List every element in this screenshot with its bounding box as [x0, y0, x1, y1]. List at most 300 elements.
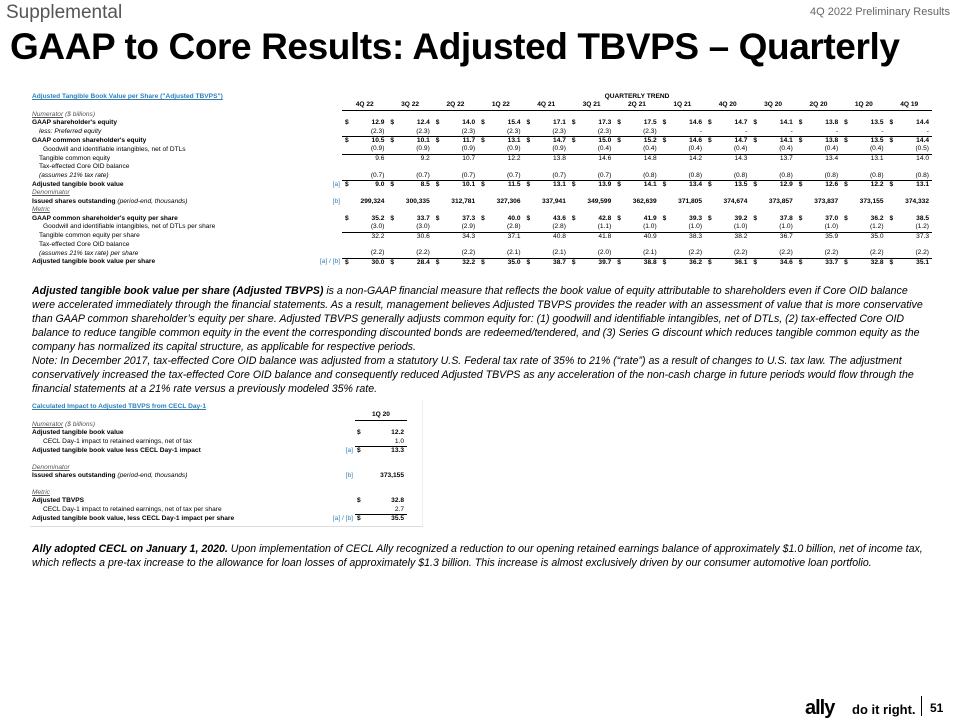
cell-value: 12.6 — [825, 181, 839, 189]
cell-value: (2.1) — [643, 249, 657, 257]
value-cell — [887, 198, 932, 206]
row-label — [32, 198, 310, 206]
dollar-sign: $ — [435, 119, 440, 127]
cell-value: 12.2 — [507, 154, 521, 162]
cell-value: 373,837 — [814, 197, 839, 205]
value-cell — [387, 137, 432, 146]
cell-value: 15.2 — [643, 137, 657, 145]
cell-value: 12.9 — [779, 181, 793, 189]
value-cell — [660, 241, 705, 249]
row-label-text: Adjusted tangible book value — [32, 180, 124, 188]
row-label — [32, 119, 310, 127]
value-cell — [342, 232, 387, 241]
value-cell — [705, 258, 750, 267]
value-cell — [478, 232, 523, 241]
value-cell — [524, 232, 569, 241]
value-cell — [750, 241, 795, 249]
value-cell — [569, 215, 614, 223]
table-row — [32, 472, 407, 480]
dollar-sign: $ — [435, 137, 440, 145]
dollar-sign: $ — [526, 258, 531, 266]
cell-value: 39.3 — [689, 214, 703, 222]
table-row — [32, 198, 932, 206]
value-cell — [433, 223, 478, 232]
value-cell — [433, 232, 478, 241]
section-label: Numerator — [32, 110, 64, 118]
section-label-cell — [32, 189, 932, 197]
cell-value: (1.1) — [597, 223, 612, 231]
row-label-text: Tangible common equity per share — [39, 232, 140, 240]
cell-value: 37.3 — [462, 214, 476, 222]
row-label-text: CECL Day-1 impact to retained earnings, net of tax — [43, 437, 192, 445]
row-label-suffix: (period-end, thousands) — [117, 197, 188, 205]
cell-value: 34.6 — [779, 258, 793, 266]
value-cell — [569, 128, 614, 137]
cell-value: (1.2) — [915, 223, 929, 231]
table-row — [32, 223, 932, 232]
cell-value: 14.6 — [689, 119, 703, 127]
cell-value: 14.3 — [734, 154, 748, 162]
cell-value: 14.8 — [643, 154, 657, 162]
cell-value: 39.7 — [598, 258, 612, 266]
value-cell — [614, 198, 659, 206]
value-cell — [705, 249, 750, 258]
value-cell — [524, 154, 569, 163]
table-row — [32, 232, 932, 241]
cell-value: (1.0) — [824, 223, 839, 231]
row-ref — [310, 128, 342, 137]
dollar-sign: $ — [889, 137, 894, 145]
value-cell — [614, 223, 659, 232]
value-cell — [569, 163, 614, 171]
value-cell — [387, 163, 432, 171]
cell-value: (0.8) — [915, 171, 929, 179]
dollar-sign: $ — [481, 214, 485, 222]
cell-value: 41.9 — [643, 214, 657, 222]
value-cell — [569, 137, 614, 146]
column-header-3q22: 3Q 22 — [387, 101, 432, 110]
value-cell — [387, 249, 432, 258]
dollar-sign: $ — [571, 137, 576, 145]
cell-value: (0.9) — [552, 145, 566, 153]
preliminary-results-label: 4Q 2022 Preliminary Results — [809, 6, 950, 18]
cell-value: 373,155 — [380, 472, 404, 480]
ally-logo: ally — [805, 697, 835, 719]
cell-value: (0.9) — [416, 145, 430, 153]
cell-value: 349,599 — [587, 197, 612, 205]
row-label-text: CECL Day-1 impact to retained earnings, net of tax per share — [43, 506, 222, 514]
column-header-1q20: 1Q 20 — [355, 411, 407, 420]
row-label — [32, 145, 310, 154]
column-header-1q21: 1Q 21 — [660, 101, 705, 110]
dollar-sign: $ — [571, 214, 576, 222]
value-cell — [660, 128, 705, 137]
value-cell — [705, 223, 750, 232]
value-cell — [342, 154, 387, 163]
value-cell — [705, 215, 750, 223]
cell-value: 14.7 — [734, 137, 748, 145]
value-cell — [750, 163, 795, 171]
cell-value: (2.0) — [597, 249, 612, 257]
tagline: do it right. — [852, 702, 916, 717]
cell-value: 14.1 — [779, 119, 793, 127]
value-cell — [569, 181, 614, 190]
row-ref — [317, 506, 355, 515]
dollar-sign: $ — [662, 119, 667, 127]
row-ref — [317, 438, 355, 447]
cell-value: (1.0) — [733, 223, 748, 231]
table-row — [32, 215, 932, 223]
value-cell — [342, 241, 387, 249]
cell-value: 12.2 — [870, 181, 884, 189]
row-label — [32, 154, 310, 163]
value-cell — [887, 163, 932, 171]
value-cell — [705, 198, 750, 206]
value-cell — [614, 241, 659, 249]
value-cell — [478, 172, 523, 181]
value-cell — [355, 429, 407, 437]
value-cell — [433, 163, 478, 171]
dollar-sign: $ — [662, 137, 667, 145]
value-cell — [796, 137, 841, 146]
cell-value: (2.9) — [461, 223, 476, 231]
dollar-sign: $ — [526, 181, 531, 189]
value-cell — [660, 198, 705, 206]
dollar-sign: $ — [481, 137, 485, 145]
value-cell — [433, 145, 478, 154]
dollar-sign: $ — [357, 497, 361, 505]
table-row — [32, 137, 932, 146]
table-header-row — [32, 403, 407, 411]
value-cell — [355, 447, 407, 456]
value-cell — [796, 154, 841, 163]
cell-value: (2.3) — [506, 127, 521, 135]
cell-value: (3.0) — [370, 223, 385, 231]
row-label-text: Adjusted tangible book value, less CECL Day-1 impact per share — [32, 515, 235, 522]
value-cell — [387, 241, 432, 249]
cell-value: 40.8 — [553, 232, 566, 240]
value-cell — [841, 223, 886, 232]
cell-value: (2.2) — [370, 249, 385, 257]
value-cell — [569, 232, 614, 241]
para1-body: is a non-GAAP financial measure that reflects the book value of equity attributable to shareholders even if Core OID balance were accelerated immediately through the financial statements. As a result, management believes Adjusted TBVPS provides the reader with an assessment of value that is more conservative than GAAP common shareholder’s equity per share. Adjusted TBVPS generally adjusts common equity for: (1) goodwill and identifiable intangibles, net of DTLs, (2) tax-effected Core OID balance to reduce tangible common equity in the event the corresponding discounted bonds are redeemed/tendered, and (3) Series G discount which reduces tangible common equity as the company has normalized its capital structure, as applicable for respective periods. — [32, 285, 923, 353]
value-cell — [478, 154, 523, 163]
value-cell — [750, 232, 795, 241]
row-label-suffix: (period-end, thousands) — [117, 472, 188, 480]
table-row — [32, 241, 932, 249]
value-cell — [705, 232, 750, 241]
cell-value: 327,306 — [496, 197, 521, 205]
value-cell — [355, 472, 407, 480]
cell-value: 312,781 — [451, 197, 476, 205]
value-cell — [478, 223, 523, 232]
cell-value: 14.1 — [779, 137, 793, 145]
cell-value: (2.1) — [552, 249, 566, 257]
row-label — [32, 128, 310, 137]
cell-value: 37.1 — [507, 232, 521, 240]
table-title: Calculated Impact to Adjusted TBVPS from CECL Day-1 — [32, 403, 207, 410]
value-cell — [478, 215, 523, 223]
value-cell — [796, 119, 841, 127]
value-cell — [387, 128, 432, 137]
row-label-text: Goodwill and identifiable intangibles, net of DTLs — [43, 145, 186, 153]
value-cell — [478, 198, 523, 206]
value-cell — [569, 223, 614, 232]
value-cell — [841, 163, 886, 171]
cell-value: (2.2) — [461, 249, 476, 257]
dollar-sign: $ — [345, 181, 349, 189]
value-cell — [433, 198, 478, 206]
column-header-row — [32, 411, 407, 420]
cell-value: 33.7 — [416, 214, 430, 222]
row-ref — [310, 249, 342, 258]
value-cell — [342, 119, 387, 127]
blank-row — [32, 455, 407, 463]
value-cell — [569, 249, 614, 258]
value-cell — [569, 145, 614, 154]
value-cell — [887, 137, 932, 146]
cell-value: 32.2 — [462, 258, 476, 266]
value-cell — [524, 172, 569, 181]
cell-value: 373,155 — [859, 197, 884, 205]
value-cell — [569, 154, 614, 163]
value-cell — [342, 249, 387, 258]
cell-value: 9.6 — [375, 154, 385, 162]
value-cell — [796, 181, 841, 190]
row-label — [32, 181, 310, 190]
cell-value: - — [926, 127, 929, 135]
para2-lead: Ally adopted CECL on January 1, 2020. — [32, 543, 228, 555]
dollar-sign: $ — [889, 119, 894, 127]
value-cell — [387, 119, 432, 127]
row-ref: [b] — [345, 472, 353, 480]
dollar-sign: $ — [798, 258, 803, 266]
cell-value: - — [699, 127, 703, 135]
blank-cell — [32, 455, 317, 463]
value-cell — [705, 241, 750, 249]
dollar-sign: $ — [617, 181, 621, 189]
value-cell — [524, 223, 569, 232]
column-header-2q20: 2Q 20 — [796, 101, 841, 110]
value-cell — [705, 137, 750, 146]
cell-value: (2.3) — [461, 127, 476, 135]
value-cell — [342, 198, 387, 206]
value-cell — [660, 119, 705, 127]
cell-value: 13.8 — [825, 119, 839, 127]
value-cell — [796, 172, 841, 181]
table-row — [32, 506, 407, 515]
row-label-text: (assumes 21% tax rate) — [39, 171, 109, 179]
value-cell — [887, 128, 932, 137]
value-cell — [355, 497, 407, 505]
cell-value: 14.7 — [553, 137, 566, 145]
section-label-cell — [32, 464, 407, 472]
cell-value: 14.6 — [598, 154, 612, 162]
cell-value: - — [835, 127, 839, 135]
value-cell — [524, 215, 569, 223]
cell-value: (2.2) — [824, 249, 839, 257]
cell-value: - — [790, 127, 793, 135]
row-label — [32, 472, 317, 480]
cell-value: 373,857 — [768, 197, 793, 205]
value-cell — [614, 232, 659, 241]
cell-value: 37.3 — [916, 232, 929, 240]
cell-value: - — [745, 127, 748, 135]
cell-value: (0.7) — [552, 171, 566, 179]
cell-value: - — [881, 127, 884, 135]
cell-value: (0.8) — [643, 171, 657, 179]
value-cell — [569, 119, 614, 127]
cell-value: 13.4 — [825, 154, 839, 162]
dollar-sign: $ — [390, 137, 395, 145]
row-ref — [310, 172, 342, 181]
dollar-sign: $ — [753, 181, 758, 189]
cell-value: 374,674 — [723, 197, 748, 205]
cell-value: 11.7 — [462, 137, 476, 145]
cell-value: 9.0 — [375, 181, 385, 189]
value-cell — [342, 128, 387, 137]
cell-value: 13.1 — [507, 137, 521, 145]
row-label-text: Issued shares outstanding — [32, 472, 116, 480]
row-label-text: Adjusted tangible book value per share — [32, 258, 156, 266]
value-cell — [660, 258, 705, 267]
value-cell — [750, 215, 795, 223]
cell-value: 32.2 — [371, 232, 385, 240]
value-cell — [433, 215, 478, 223]
cell-value: 17.5 — [643, 119, 657, 127]
table-row — [32, 429, 407, 437]
row-label — [32, 497, 317, 505]
row-ref — [310, 241, 342, 249]
cell-value: 13.4 — [689, 181, 703, 189]
cell-value: (0.7) — [506, 171, 521, 179]
value-cell — [342, 145, 387, 154]
cell-value: 14.1 — [643, 181, 657, 189]
column-header-4q20: 4Q 20 — [705, 101, 750, 110]
cell-value: (0.4) — [643, 145, 657, 153]
column-header-4q22: 4Q 22 — [342, 101, 387, 110]
cell-value: 37.0 — [825, 214, 839, 222]
cell-value: 10.5 — [371, 137, 385, 145]
value-cell — [355, 438, 407, 447]
section-label: Numerator — [32, 420, 64, 428]
blank-row — [32, 481, 407, 489]
adjusted-tbvps-table — [32, 93, 932, 267]
row-label-text: Goodwill and identifiable intangibles, net of DTLs per share — [43, 223, 216, 231]
cell-value: 362,639 — [632, 197, 657, 205]
value-cell — [887, 232, 932, 241]
cell-value: 14.2 — [689, 154, 703, 162]
cell-value: 14.4 — [916, 119, 929, 127]
section-row — [32, 489, 407, 497]
dollar-sign: $ — [481, 119, 485, 127]
value-cell — [660, 232, 705, 241]
cell-value: 12.2 — [391, 429, 404, 437]
row-label — [32, 215, 310, 223]
column-header-1q20: 1Q 20 — [841, 101, 886, 110]
row-label-text: Tangible common equity — [39, 154, 111, 162]
value-cell — [796, 198, 841, 206]
cell-value: (2.3) — [643, 127, 657, 135]
cell-value: 14.6 — [689, 137, 703, 145]
cell-value: 300,335 — [405, 197, 430, 205]
row-ref — [317, 429, 355, 437]
cell-value: (0.8) — [824, 171, 839, 179]
table-row — [32, 154, 932, 163]
cell-value: 14.0 — [916, 154, 929, 162]
cell-value: 40.9 — [643, 232, 657, 240]
value-cell — [841, 137, 886, 146]
dollar-sign: $ — [708, 258, 712, 266]
cell-value: 13.1 — [916, 181, 929, 189]
section-row — [32, 189, 932, 197]
section-label: Denominator — [32, 463, 70, 471]
row-label — [32, 249, 310, 258]
header-spacer — [32, 101, 310, 110]
value-cell — [705, 181, 750, 190]
dollar-sign: $ — [662, 181, 667, 189]
cell-value: (0.7) — [597, 171, 612, 179]
row-label-text: (assumes 21% tax rate) — [39, 249, 109, 257]
value-cell — [342, 137, 387, 146]
column-header-3q21: 3Q 21 — [569, 101, 614, 110]
value-cell — [524, 258, 569, 267]
dollar-sign: $ — [481, 258, 485, 266]
value-cell — [614, 154, 659, 163]
dollar-sign: $ — [571, 258, 576, 266]
value-cell — [478, 249, 523, 258]
cell-value: (0.8) — [779, 171, 793, 179]
value-cell — [887, 181, 932, 190]
dollar-sign: $ — [617, 137, 621, 145]
cell-value: 35.0 — [507, 258, 521, 266]
value-cell — [796, 145, 841, 154]
value-cell — [660, 181, 705, 190]
row-label — [32, 163, 310, 171]
cell-value: (2.2) — [869, 249, 884, 257]
value-cell — [342, 223, 387, 232]
cell-value: (0.4) — [779, 145, 793, 153]
dollar-sign: $ — [357, 429, 361, 437]
value-cell — [342, 181, 387, 190]
value-cell — [387, 172, 432, 181]
dollar-sign: $ — [708, 214, 712, 222]
value-cell — [524, 249, 569, 258]
value-cell — [796, 163, 841, 171]
value-cell — [841, 215, 886, 223]
cecl-impact-table — [32, 403, 407, 524]
row-label-text: Adjusted TBVPS — [32, 497, 85, 505]
cell-value: 11.5 — [508, 181, 521, 189]
row-label-suffix: per share — [110, 249, 139, 257]
dollar-sign: $ — [481, 181, 485, 189]
value-cell — [614, 215, 659, 223]
dollar-sign: $ — [571, 119, 576, 127]
dollar-sign: $ — [708, 181, 712, 189]
section-row — [32, 110, 932, 119]
row-label-text: GAAP shareholder's equity — [32, 119, 117, 127]
value-cell — [342, 163, 387, 171]
value-cell — [614, 128, 659, 137]
row-label — [32, 223, 310, 232]
value-cell — [478, 258, 523, 267]
value-cell — [887, 223, 932, 232]
cell-value: 337,941 — [542, 197, 566, 205]
quarterly-trend-label: QUARTERLY TREND — [604, 93, 670, 100]
value-cell — [355, 515, 407, 524]
value-cell — [750, 145, 795, 154]
dollar-sign: $ — [390, 258, 395, 266]
